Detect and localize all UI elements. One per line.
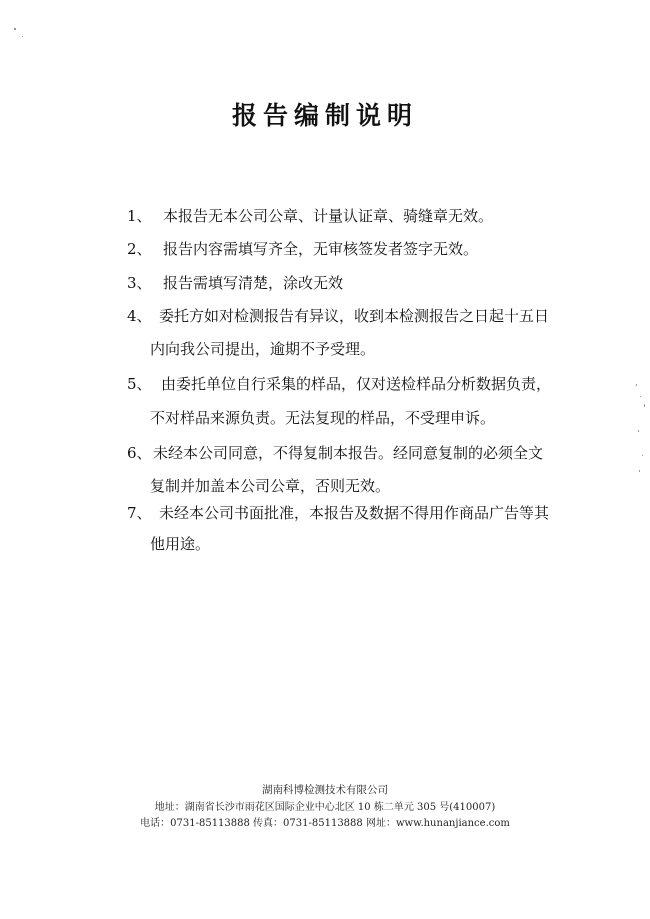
scan-speck [22, 36, 23, 37]
list-item-text: 未经本公司书面批准，本报告及数据不得用作商品广告等其 [159, 504, 550, 522]
list-item-number: 4、 [127, 307, 152, 325]
list-item-text: 报告需填写清楚，涂改无效 [163, 274, 344, 292]
list-item-number: 1、 [127, 207, 152, 225]
list-item-text: 未经本公司同意，不得复制本报告。经同意复制的必须全文 [153, 444, 544, 462]
list-item-number: 7、 [127, 504, 152, 522]
list-item-text: 报告内容需填写齐全，无审核签发者签字无效。 [163, 240, 479, 258]
list-item-text: 本报告无本公司公章、计量认证章、骑缝章无效。 [163, 207, 494, 225]
list-item-number: 3、 [127, 274, 152, 292]
footer-address: 地址：湖南省长沙市雨花区国际企业中心北区 10 栋二单元 305 号(410007) [154, 802, 496, 813]
scan-speck [14, 28, 16, 30]
list-item-text-continued: 复制并加盖本公司公章，否则无效。 [150, 477, 391, 495]
list-item-number: 2、 [127, 240, 152, 258]
scan-speck [640, 396, 641, 397]
footer-company-name: 湖南科博检测技术有限公司 [262, 784, 388, 796]
list-item-text: 委托方如对检测报告有异议，收到本检测报告之日起十五日 [159, 307, 550, 325]
scan-speck [642, 455, 643, 456]
footer-contact: 电话：0731-85113888 传真：0731-85113888 网址：www.hunanjiance.com [140, 818, 510, 829]
scan-speck [636, 384, 637, 386]
list-item-text: 由委托单位自行采集的样品，仅对送检样品分析数据负责， [161, 375, 552, 393]
scan-speck [638, 430, 639, 432]
list-item-text-continued: 他用途。 [150, 535, 211, 553]
list-item-number: 5、 [127, 375, 152, 393]
list-item-text-continued: 不对样品来源负责。无法复现的样品，不受理申诉。 [150, 409, 496, 427]
list-item-number: 6、 [127, 444, 152, 462]
scan-speck [639, 470, 640, 472]
list-item-text-continued: 内向我公司提出，逾期不予受理。 [150, 340, 376, 358]
page-title: 报告编制说明 [231, 101, 418, 130]
scan-speck [644, 404, 645, 407]
